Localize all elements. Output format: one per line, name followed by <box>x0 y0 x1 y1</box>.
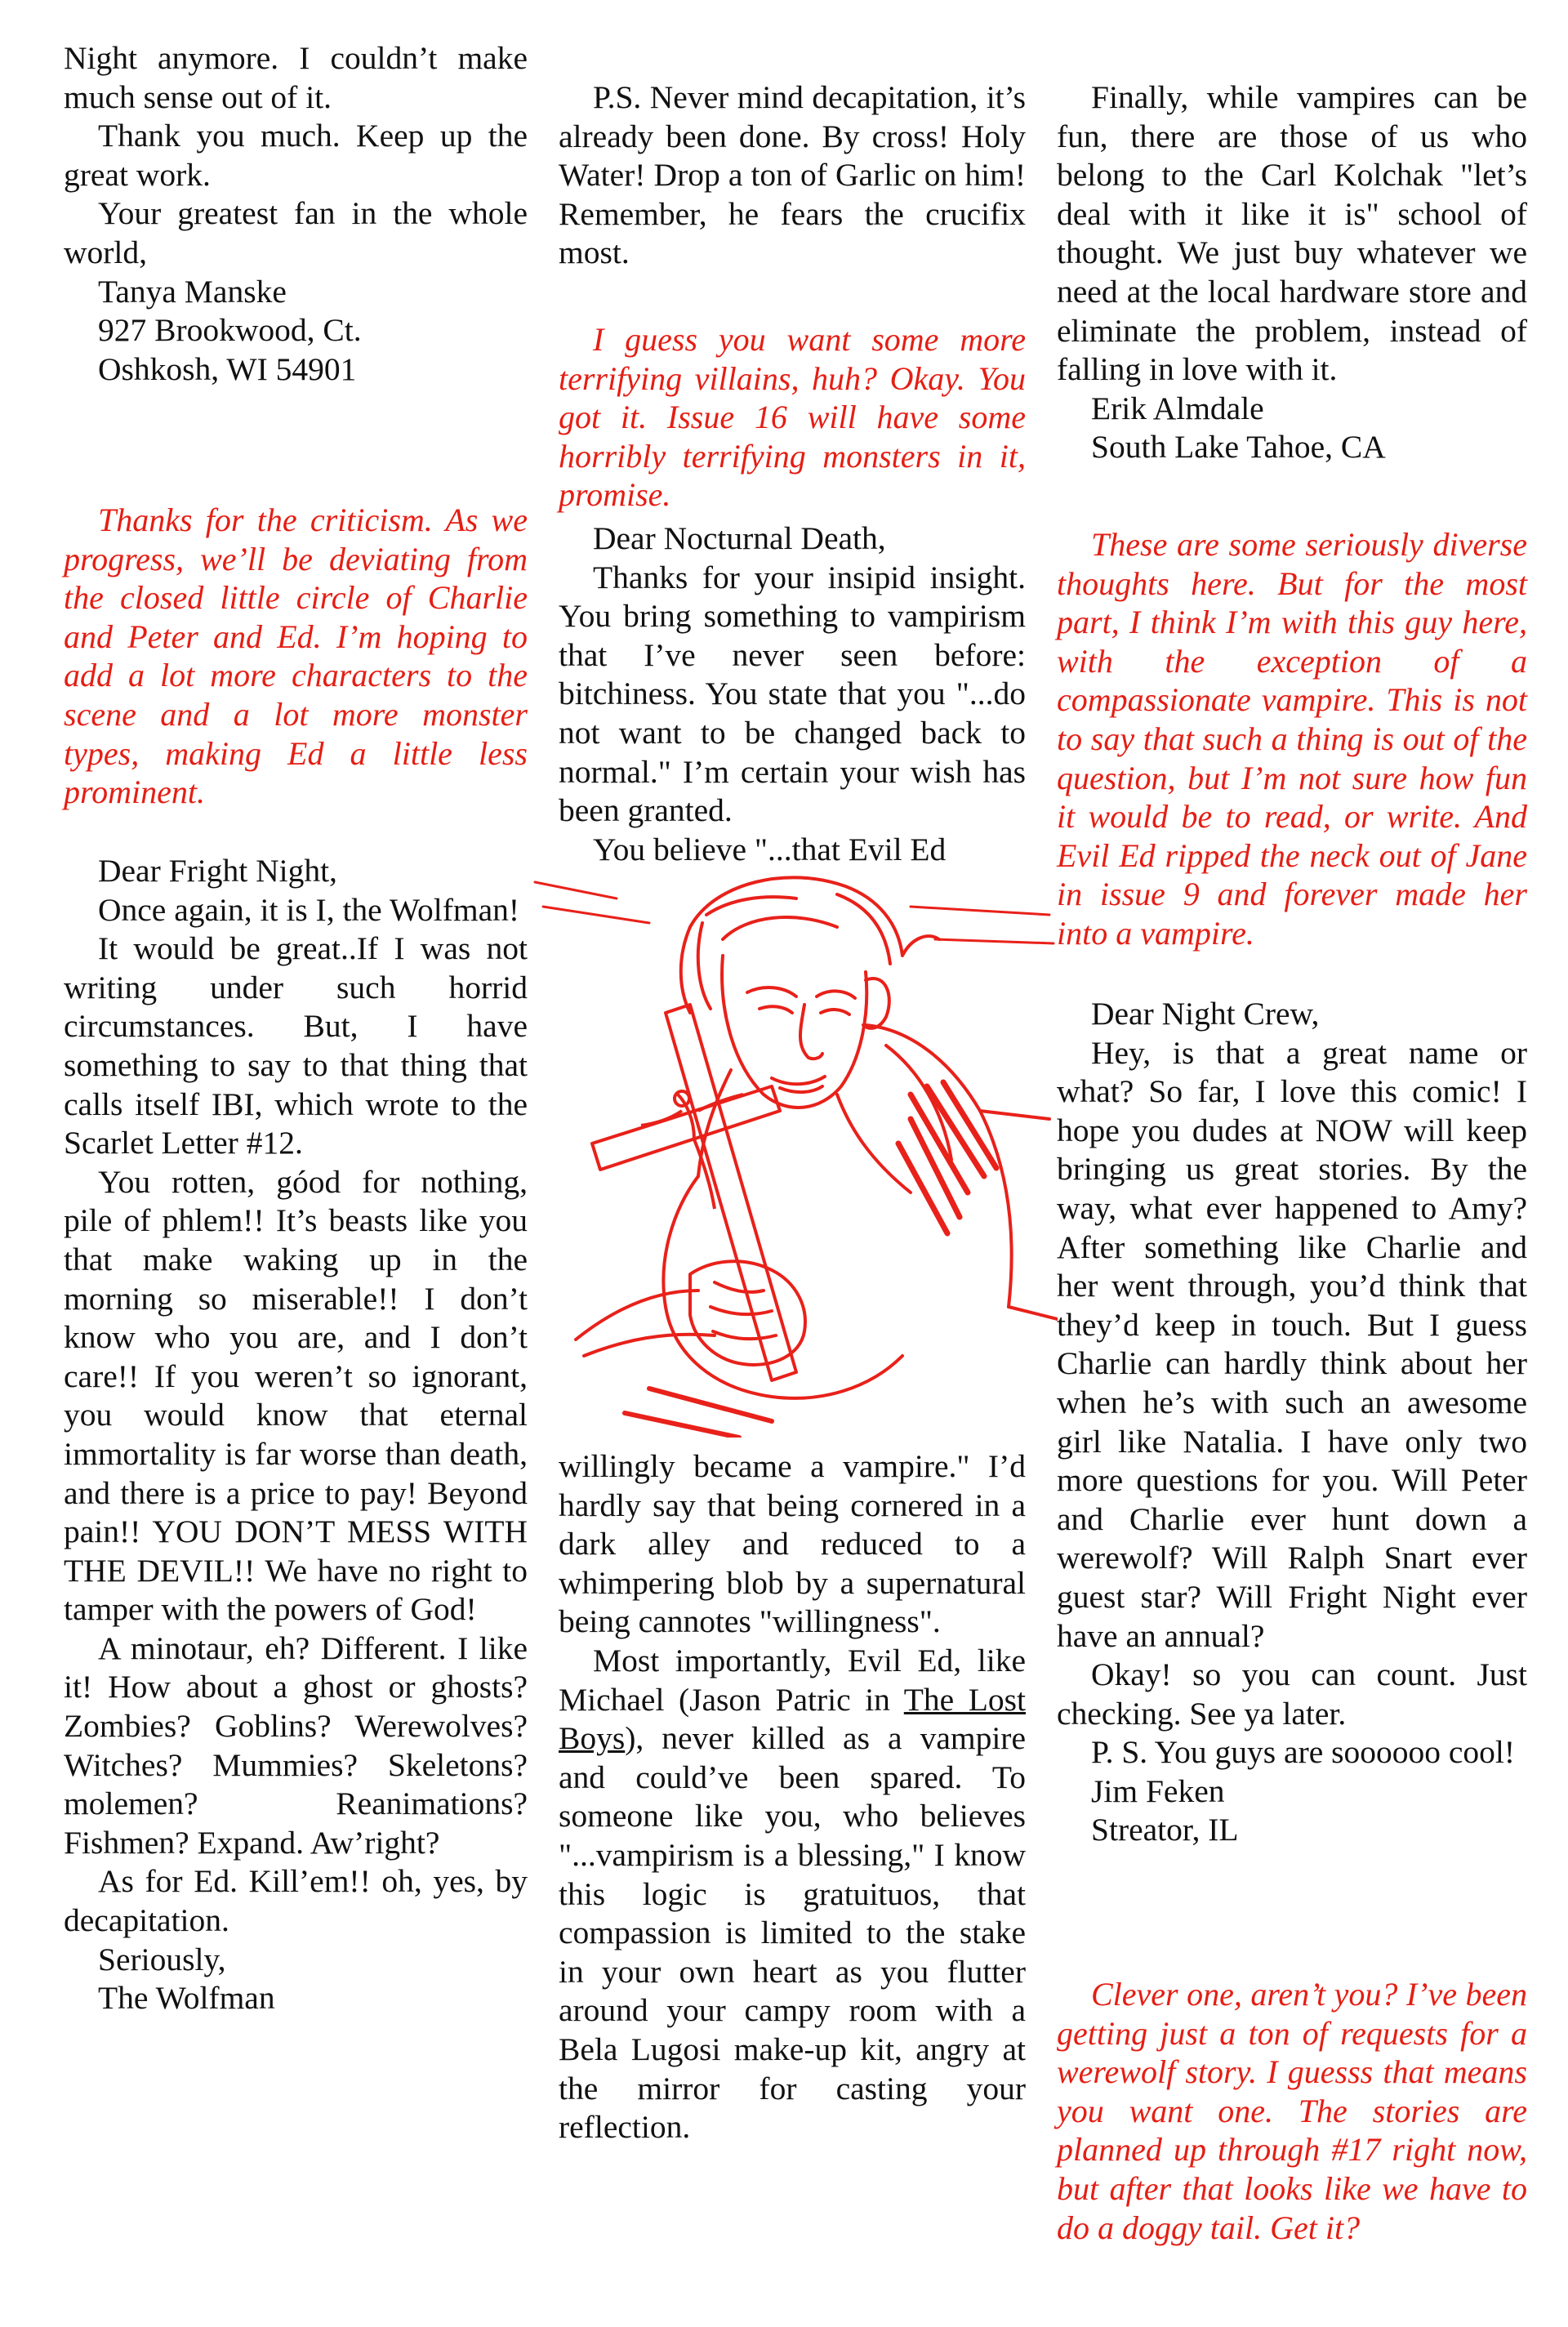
vampire-figure <box>576 877 1058 1438</box>
letter-night-crew <box>1057 995 1527 1850</box>
letter-paragraph: It would be great..If I was not writing under such horrid circumstances. But, I have something to say to that thing that calls itself IBI, which wrote to the Scarlet Letter #12. <box>64 930 528 1161</box>
editor-reply-4 <box>1057 1975 1527 2247</box>
letter-paragraph: Finally, while vampires can be fun, there are those of us who belong to the Carl Kolchak "let’s deal with it like it is" school of thought. We just buy whatever we need at the local hardware store and eliminate the problem, instead of falling in love with it. <box>1057 79 1527 388</box>
signature-name: Erik Almdale <box>1091 390 1264 426</box>
crucifix-icon <box>592 1005 796 1380</box>
letter-wolfman <box>64 852 528 2018</box>
letter-nocturnal-death <box>559 519 1026 869</box>
text-run: ), never killed as a vampire and could’ve been spared. To someone like you, who believes "...vampirism is a blessing," I know this logic is gratuituos, that compassion is limited to the stake in your own heart as you flutter around your campy room with a Bela Lugosi make-up kit, angry at the mirror for casting your reflection. <box>559 1720 1026 2146</box>
letter-paragraph: You rotten, góod for nothing, pile of phlem!! It’s beasts like you that make waking up in the morning so miserable!! I don’t know who you are, and I don’t care!! If you weren’t so ignorant, you would know that eternal immortality is far worse than death, and there is a price to pay! Beyond pain!! YOU DON’T MESS WITH THE DEVIL!! We have no right to tamper with the powers of God! <box>64 1163 528 1628</box>
letter-paragraph: P. S. You guys are soooooo cool! <box>1091 1734 1516 1771</box>
letter-paragraph: Your greatest fan in the whole world, <box>64 195 528 270</box>
letter-erik <box>1057 78 1527 467</box>
letter-greeting: Dear Nocturnal Death, <box>593 520 886 556</box>
vampire-crucifix-illustration <box>527 849 1058 1438</box>
signature-location: Streator, IL <box>1091 1812 1239 1848</box>
illustration-svg <box>527 849 1058 1438</box>
letter-wolfman-ps <box>559 78 1026 273</box>
signature-city: Oshkosh, WI 54901 <box>98 350 357 387</box>
signature-name: The Wolfman <box>98 1980 275 2017</box>
movie-title: The Lost Boys <box>559 1681 1026 1757</box>
letter-paragraph: Thanks for your insipid insight. You bring something to vampirism that I’ve never seen before: bitchiness. You state that you "...do not want to be changed back to normal." I’m certain your wish has been granted. <box>559 559 1026 829</box>
signature-address: 927 Brookwood, Ct. <box>98 312 362 349</box>
reply-text: Thanks for the criticism. As we progress, we’ll be deviating from the closed little circle of Charlie and Peter and Ed. I’m hoping to add a lot more characters to the scene and a lot more monster types, making Ed a little less prominent. <box>64 502 528 811</box>
editor-reply-2 <box>559 320 1026 515</box>
editor-reply-3 <box>1057 525 1527 953</box>
reply-text: Clever one, aren’t you? I’ve been getting just a ton of requests for a werewolf story. I guesss that means you want one. The stories are planned up through #17 right now, but after that looks like we have to do a doggy tail. Get it? <box>1057 1976 1527 2246</box>
letter-paragraph: P.S. Never mind decapitation, it’s already been done. By cross! Holy Water! Drop a ton of Garlic on him! Remember, he fears the crucifix most. <box>559 79 1026 271</box>
letter-paragraph: Night anymore. I couldn’t make much sense out of it. <box>64 40 528 115</box>
letter-tanya-end <box>64 39 528 389</box>
letter-paragraph: Once again, it is I, the Wolfman! <box>98 891 520 928</box>
letter-paragraph: willingly became a vampire." I’d hardly say that being cornered in a dark alley and reduced to a whimpering blob by a supernatural being cannotes "willingness". <box>559 1448 1026 1640</box>
reply-text: These are some seriously diverse thoughts here. But for the most part, I think I’m with this guy here, with the exception of a compassionate vampire. This is not to say that such a thing is out of the question, but I’m not sure how fun it would be to read, or write. And Evil Ed ripped the neck out of Jane in issue 9 and forever made her into a vampire. <box>1057 526 1527 952</box>
letter-paragraph <box>559 1642 1026 2147</box>
text-run: Most importantly, Evil Ed, like Michael (Jason Patric in <box>559 1642 1026 1718</box>
letter-greeting: Dear Fright Night, <box>98 853 337 889</box>
editor-reply-1 <box>64 501 528 812</box>
letter-closing: Seriously, <box>98 1941 226 1977</box>
letter-paragraph: You believe "...that Evil Ed <box>593 831 947 867</box>
letter-paragraph: Thank you much. Keep up the great work. <box>64 118 528 193</box>
letter-paragraph: A minotaur, eh? Different. I like it! How about a ghost or ghosts? Zombies? Goblins? Werewolves? Witches? Mummies? Skeletons? molemen? Reanimations? Fishmen? Expand. Aw’right? <box>64 1629 528 1861</box>
signature-name: Tanya Manske <box>98 273 287 310</box>
letter-paragraph: Hey, is that a great name or what? So far, I love this comic! I hope you dudes at NOW will keep bringing us great stories. By the way, what ever happened to Amy? After something like Charlie and her went through, you’d think that they’d keep in touch. But I guess Charlie can hardly think about her when he’s with such an awesome girl like Natalia. I have only two more questions for you. Will Peter and Charlie ever hunt down a werewolf? Will Ralph Snart ever guest star? Will Fright Night ever have an annual? <box>1057 1034 1527 1654</box>
letter-paragraph: Okay! so you can count. Just checking. See ya later. <box>1057 1656 1527 1732</box>
letter-greeting: Dear Night Crew, <box>1091 996 1320 1032</box>
letter-paragraph: As for Ed. Kill’em!! oh, yes, by decapitation. <box>64 1863 528 1939</box>
speed-lines <box>535 882 1054 943</box>
reply-text: I guess you want some more terrifying villains, huh? Okay. You got it. Issue 16 will have some horribly terrifying monsters in it, promise. <box>559 321 1026 514</box>
signature-location: South Lake Tahoe, CA <box>1091 429 1386 466</box>
letter-nocturnal-death-cont <box>559 1447 1026 2147</box>
signature-name: Jim Feken <box>1091 1772 1225 1809</box>
